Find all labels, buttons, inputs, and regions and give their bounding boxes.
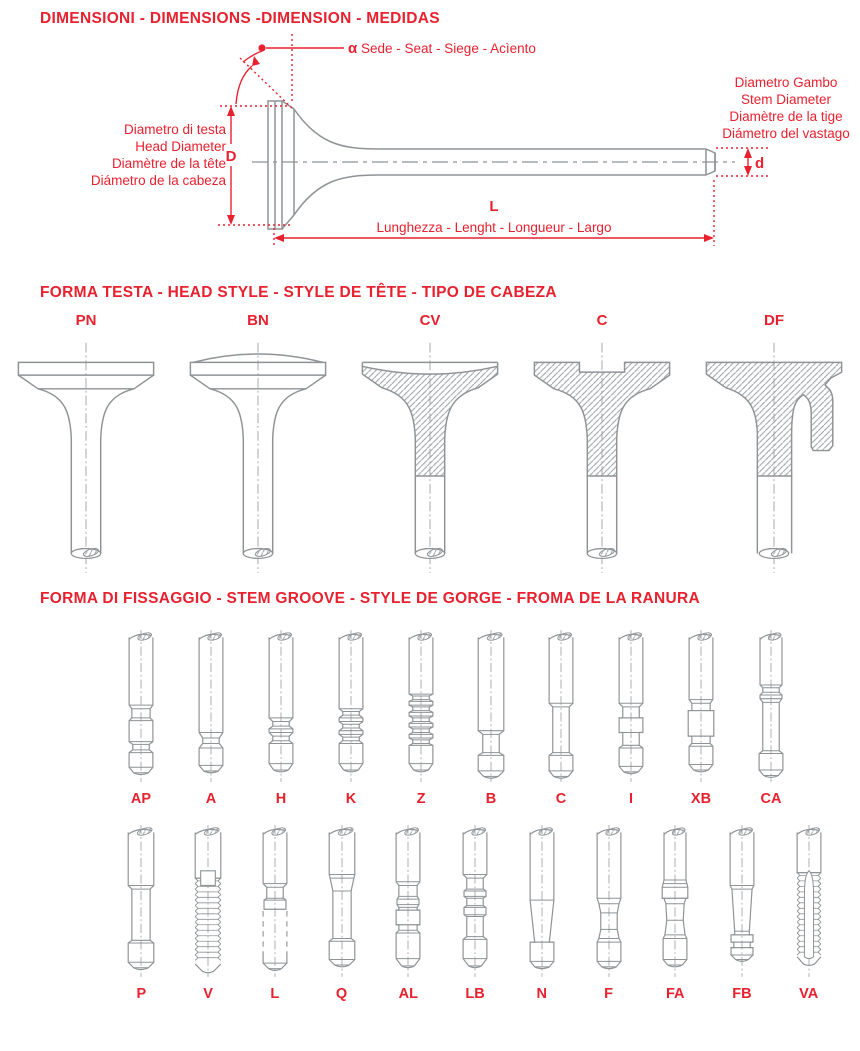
stem-groove-item-h xyxy=(246,622,316,807)
alpha-symbol: α xyxy=(348,40,358,57)
stem-groove-label: C xyxy=(555,791,567,807)
stem-groove-drawing-k xyxy=(319,622,383,790)
valve-head-drawing-cv xyxy=(355,331,505,576)
stem-groove-item-z xyxy=(386,622,456,807)
valve-head-drawing-c xyxy=(527,331,677,576)
head-style-label: DF xyxy=(764,312,784,329)
head-style-label: CV xyxy=(419,312,441,329)
head-diameter-line4: Diámetro de la cabeza xyxy=(90,173,226,188)
head-style-item-c xyxy=(516,312,688,576)
dimension-labels xyxy=(91,40,850,235)
section-title-dimensions: DIMENSIONI - DIMENSIONS -DIMENSION - MEDIDAS xyxy=(40,10,440,27)
head-style-item-cv xyxy=(344,312,516,576)
stem-groove-drawing-ap xyxy=(109,622,173,790)
stem-groove-drawing-fb xyxy=(710,817,774,985)
stem-groove-label: Q xyxy=(335,986,348,1002)
stem-groove-drawing-va xyxy=(777,817,841,985)
stem-groove-row-1 xyxy=(106,622,806,807)
stem-groove-item-q xyxy=(308,817,375,1002)
stem-groove-item-v xyxy=(175,817,242,1002)
stem-groove-item-fb xyxy=(709,817,776,1002)
stem-groove-label: VA xyxy=(799,986,819,1002)
valve-head-drawing-df xyxy=(699,331,849,576)
stem-groove-drawing-xb xyxy=(669,622,733,790)
stem-groove-item-i xyxy=(596,622,666,807)
stem-groove-label: P xyxy=(136,986,147,1002)
stem-groove-label: CA xyxy=(760,791,782,807)
stem-groove-label: H xyxy=(275,791,287,807)
stem-groove-item-n xyxy=(508,817,575,1002)
stem-groove-item-p xyxy=(108,817,175,1002)
stem-groove-drawing-p xyxy=(109,817,173,985)
length-symbol: L xyxy=(489,198,499,215)
section-title-stem-groove: FORMA DI FISSAGGIO - STEM GROOVE - STYLE DE GORGE - FROMA DE LA RANURA xyxy=(40,590,700,607)
head-style-row xyxy=(0,312,860,576)
stem-groove-item-l xyxy=(241,817,308,1002)
stem-groove-label: A xyxy=(205,791,217,807)
stem-groove-label: L xyxy=(270,986,280,1002)
head-style-label: BN xyxy=(247,312,269,329)
valve-dimension-drawing xyxy=(0,28,860,278)
head-diameter-symbol: D xyxy=(225,148,237,165)
stem-groove-item-f xyxy=(575,817,642,1002)
stem-diameter-line3: Diamètre de la tige xyxy=(729,109,843,124)
stem-groove-label: V xyxy=(203,986,213,1002)
stem-groove-drawing-i xyxy=(599,622,663,790)
stem-groove-item-a xyxy=(176,622,246,807)
stem-diameter-line2: Stem Diameter xyxy=(740,92,832,107)
stem-groove-label: F xyxy=(604,986,613,1002)
stem-groove-drawing-v xyxy=(176,817,240,985)
length-label: Lunghezza - Lenght - Longueur - Largo xyxy=(376,220,612,235)
seat-label: Sede - Seat - Siege - Acìento xyxy=(361,41,536,56)
stem-groove-label: K xyxy=(345,791,357,807)
head-style-item-pn xyxy=(0,312,172,576)
stem-groove-label: LB xyxy=(465,986,485,1002)
stem-groove-drawing-n xyxy=(510,817,574,985)
stem-groove-label: B xyxy=(485,791,497,807)
stem-diameter-line1: Diametro Gambo xyxy=(734,75,838,90)
stem-diameter-line4: Diámetro del vastago xyxy=(722,126,850,141)
stem-groove-label: Z xyxy=(416,791,426,807)
section-title-head-style: FORMA TESTA - HEAD STYLE - STYLE DE TÊTE - TIPO DE CABEZA xyxy=(40,284,557,301)
stem-groove-item-c xyxy=(526,622,596,807)
stem-groove-label: XB xyxy=(690,791,712,807)
head-style-item-bn xyxy=(172,312,344,576)
stem-groove-item-ap xyxy=(106,622,176,807)
stem-groove-label: AL xyxy=(398,986,418,1002)
head-style-label: PN xyxy=(75,312,97,329)
stem-groove-drawing-a xyxy=(179,622,243,790)
stem-groove-row-2 xyxy=(108,817,842,1002)
stem-groove-label: N xyxy=(536,986,548,1002)
stem-groove-item-xb xyxy=(666,622,736,807)
stem-groove-drawing-l xyxy=(243,817,307,985)
stem-groove-drawing-fa xyxy=(643,817,707,985)
stem-groove-drawing-q xyxy=(310,817,374,985)
stem-groove-drawing-lb xyxy=(443,817,507,985)
stem-groove-label: AP xyxy=(130,791,152,807)
head-style-item-df xyxy=(688,312,860,576)
head-style-label: C xyxy=(596,312,608,329)
valve-head-drawing-bn xyxy=(183,331,333,576)
stem-groove-drawing-h xyxy=(249,622,313,790)
head-diameter-line2: Head Diameter xyxy=(135,139,226,154)
stem-groove-item-fa xyxy=(642,817,709,1002)
stem-diameter-symbol: d xyxy=(755,155,765,172)
stem-groove-item-b xyxy=(456,622,526,807)
stem-groove-label: I xyxy=(628,791,634,807)
stem-groove-label: FA xyxy=(665,986,685,1002)
valve-head-drawing-pn xyxy=(11,331,161,576)
stem-groove-label: FB xyxy=(732,986,752,1002)
head-diameter-line1: Diametro di testa xyxy=(123,122,226,137)
stem-groove-item-al xyxy=(375,817,442,1002)
stem-groove-item-lb xyxy=(442,817,509,1002)
stem-groove-drawing-b xyxy=(459,622,523,790)
head-diameter-line3: Diamètre de la tête xyxy=(111,156,226,171)
stem-groove-drawing-ca xyxy=(739,622,803,790)
stem-groove-item-ca xyxy=(736,622,806,807)
stem-groove-drawing-al xyxy=(376,817,440,985)
stem-groove-drawing-f xyxy=(577,817,641,985)
stem-groove-drawing-c xyxy=(529,622,593,790)
stem-groove-drawing-z xyxy=(389,622,453,790)
stem-groove-item-k xyxy=(316,622,386,807)
stem-groove-item-va xyxy=(775,817,842,1002)
